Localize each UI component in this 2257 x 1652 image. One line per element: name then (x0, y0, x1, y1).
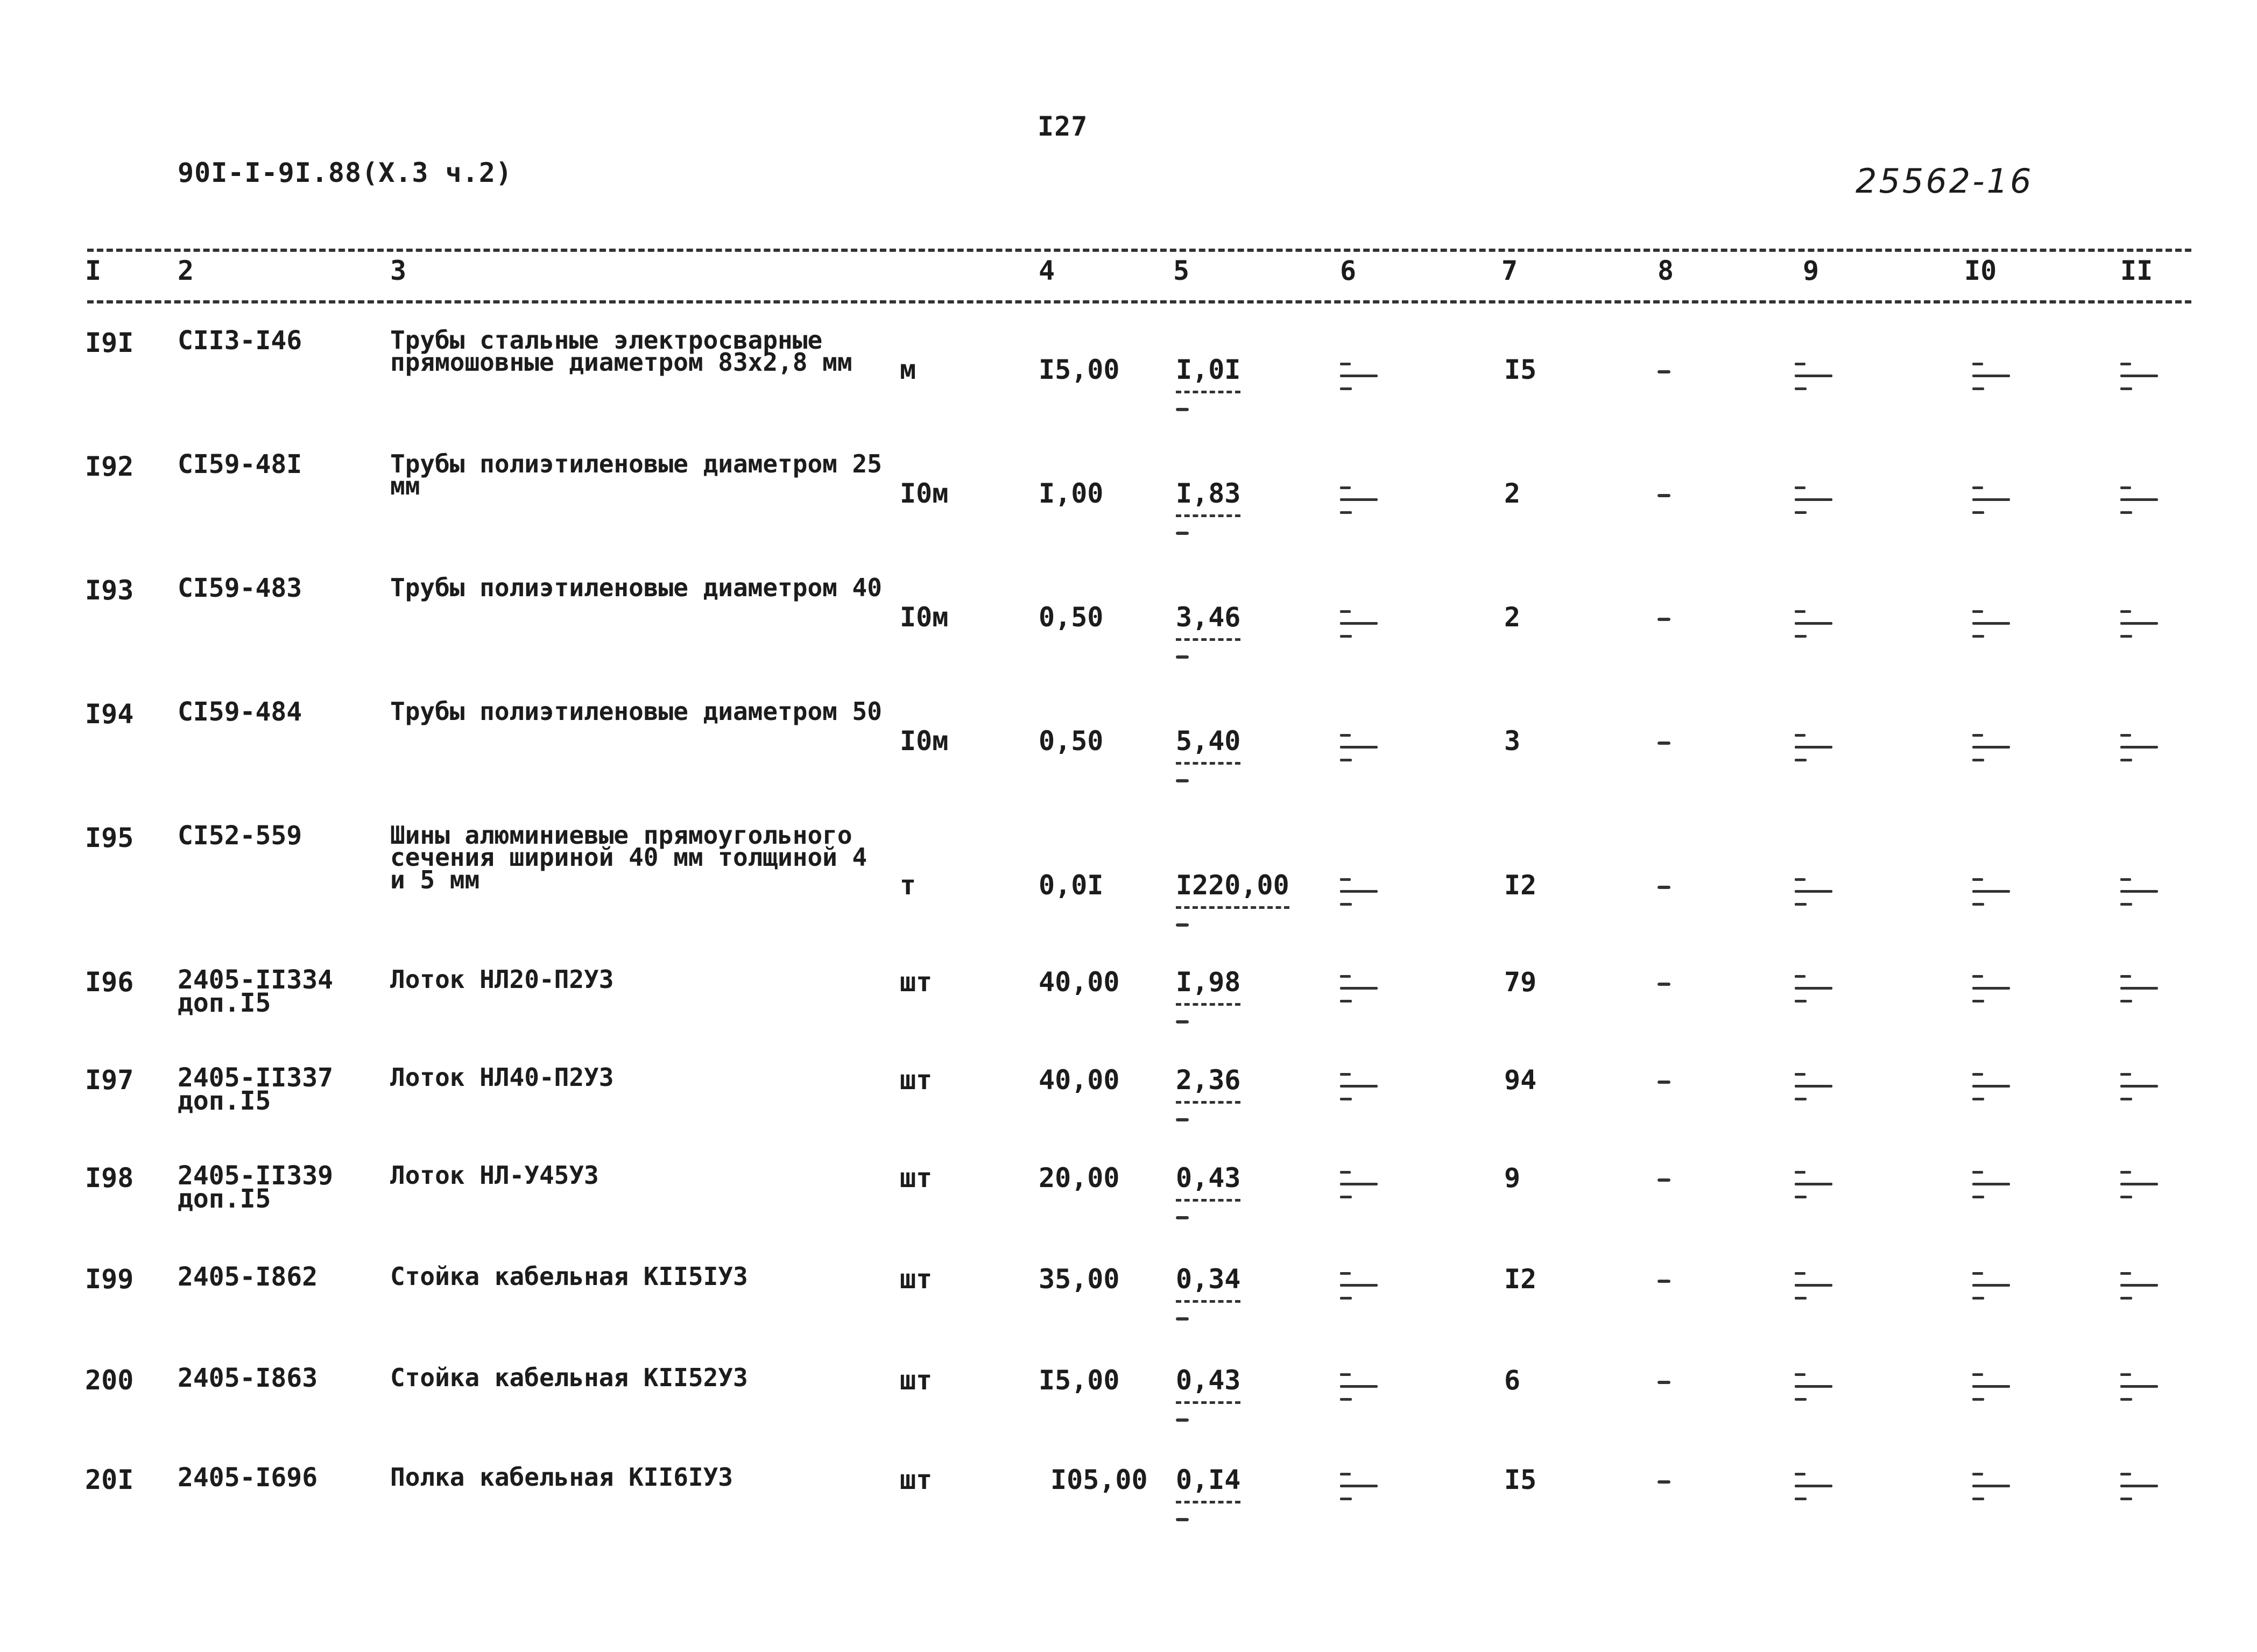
empty-mark-col9 (1795, 1073, 1832, 1111)
column-7-value: 79 (1504, 966, 1537, 998)
empty-mark-col9 (1795, 1373, 1832, 1411)
archive-number: 25562-16 (1856, 161, 2034, 201)
column-number-8: 8 (1658, 255, 1674, 286)
empty-mark-col8 (1658, 886, 1670, 889)
item-code: 2405-II339 доп.I5 (178, 1161, 333, 1215)
price-subline-mark (1176, 1020, 1189, 1023)
price-underline (1176, 1401, 1240, 1404)
quantity: 0,50 (1039, 602, 1104, 633)
unit-price: I,83 (1176, 480, 1240, 517)
column-7-value: I2 (1504, 870, 1537, 901)
price-underline (1176, 762, 1240, 765)
unit: I0м (900, 478, 949, 509)
price-underline (1176, 1300, 1240, 1303)
column-number-4: 4 (1039, 255, 1055, 286)
empty-mark-col11 (2120, 610, 2158, 648)
item-code: 2405-I696 (178, 1463, 318, 1493)
price-underline (1176, 514, 1240, 517)
unit-price: I,0I (1176, 356, 1240, 393)
column-number-11: II (2120, 255, 2153, 286)
price-subline-mark (1176, 1118, 1189, 1121)
unit-price: I220,00 (1176, 872, 1289, 909)
column-7-value: I5 (1504, 1464, 1537, 1495)
empty-mark-col8 (1658, 742, 1670, 745)
empty-mark-col8 (1658, 618, 1670, 621)
column-7-value: 3 (1504, 725, 1521, 757)
item-name: Лоток НЛ-У45УЗ (390, 1161, 599, 1190)
item-name: Лоток НЛ40-П2УЗ (390, 1063, 614, 1092)
page-number: I27 (1038, 111, 1088, 142)
item-name: Трубы стальные электросварные прямошовные диаметром 83х2,8 мм (390, 326, 852, 377)
item-name: Лоток НЛ20-П2УЗ (390, 965, 614, 994)
quantity: 0,50 (1039, 725, 1104, 757)
item-code: CI59-48I (178, 449, 302, 479)
row-number: I98 (85, 1162, 134, 1194)
price-subline-mark (1176, 1216, 1189, 1219)
quantity: I05,00 (1050, 1464, 1148, 1495)
row-number: I92 (85, 451, 134, 482)
empty-mark-col11 (2120, 975, 2158, 1013)
row-number: I94 (85, 698, 134, 730)
item-name: Трубы полиэтиленовые диаметром 25 мм (390, 449, 882, 501)
column-7-value: 9 (1504, 1162, 1521, 1194)
item-name: Стойка кабельная КII5IУЗ (390, 1262, 748, 1291)
column-7-value: I2 (1504, 1263, 1537, 1295)
empty-mark-col10 (1972, 878, 2010, 916)
empty-mark-col10 (1972, 1073, 2010, 1111)
price-subline-mark (1176, 1317, 1189, 1321)
unit-price: 5,40 (1176, 728, 1240, 765)
price-underline (1176, 906, 1289, 909)
empty-mark-col11 (2120, 1272, 2158, 1310)
empty-mark-col11 (2120, 734, 2158, 772)
quantity: 20,00 (1039, 1162, 1120, 1194)
unit: шт (900, 1064, 933, 1096)
item-code: 2405-I863 (178, 1363, 318, 1393)
price-subline-mark (1176, 408, 1189, 411)
unit: шт (900, 966, 933, 998)
empty-mark-col11 (2120, 363, 2158, 400)
column-number-5: 5 (1173, 255, 1190, 286)
empty-mark-col9 (1795, 363, 1832, 400)
empty-mark-col11 (2120, 1373, 2158, 1411)
quantity: 40,00 (1039, 1064, 1120, 1096)
empty-mark-col9 (1795, 610, 1832, 648)
quantity: I5,00 (1039, 354, 1120, 385)
empty-mark-col8 (1658, 1280, 1670, 1283)
empty-mark-col8 (1658, 370, 1670, 373)
item-code: 2405-II337 доп.I5 (178, 1063, 333, 1117)
price-subline-mark (1176, 1518, 1189, 1521)
empty-mark-col11 (2120, 1073, 2158, 1111)
item-code: CI59-483 (178, 573, 302, 603)
row-number: 200 (85, 1365, 134, 1396)
unit: шт (900, 1464, 933, 1495)
price-underline (1176, 1501, 1240, 1503)
empty-mark-col8 (1658, 1381, 1670, 1384)
empty-mark-col8 (1658, 1081, 1670, 1084)
empty-mark-col9 (1795, 975, 1832, 1013)
unit: м (900, 354, 916, 385)
empty-mark-col6 (1340, 1073, 1378, 1111)
price-subline-mark (1176, 779, 1189, 782)
item-name: Трубы полиэтиленовые диаметром 40 (390, 573, 882, 602)
empty-mark-col6 (1340, 363, 1378, 400)
column-7-value: I5 (1504, 354, 1537, 385)
item-code: CI52-559 (178, 821, 302, 851)
column-number-1: I (85, 255, 102, 286)
empty-mark-col11 (2120, 878, 2158, 916)
empty-mark-col9 (1795, 486, 1832, 524)
column-number-2: 2 (178, 255, 194, 286)
price-underline (1176, 1101, 1240, 1104)
empty-mark-col6 (1340, 734, 1378, 772)
unit-price: 0,I4 (1176, 1466, 1240, 1503)
price-subline-mark (1176, 532, 1189, 535)
quantity: 35,00 (1039, 1263, 1120, 1295)
item-name: Шины алюминиевые прямоугольного сечения шириной 40 мм толщиной 4 и 5 мм (390, 821, 867, 894)
item-code: 2405-I862 (178, 1262, 318, 1292)
empty-mark-col6 (1340, 878, 1378, 916)
price-underline (1176, 1199, 1240, 1202)
column-number-3: 3 (390, 255, 407, 286)
price-underline (1176, 1003, 1240, 1006)
column-number-9: 9 (1803, 255, 1819, 286)
item-name: Полка кабельная КII6IУЗ (390, 1463, 733, 1492)
empty-mark-col11 (2120, 1171, 2158, 1209)
empty-mark-col10 (1972, 1171, 2010, 1209)
item-code: 2405-II334 доп.I5 (178, 965, 333, 1019)
empty-mark-col8 (1658, 1480, 1670, 1484)
item-code: CII3-I46 (178, 326, 302, 356)
quantity: I5,00 (1039, 1365, 1120, 1396)
column-7-value: 2 (1504, 602, 1521, 633)
item-code: CI59-484 (178, 697, 302, 727)
price-subline-mark (1176, 1418, 1189, 1422)
quantity: I,00 (1039, 478, 1104, 509)
row-number: I96 (85, 966, 134, 998)
price-subline-mark (1176, 923, 1189, 927)
row-number: I95 (85, 822, 134, 853)
document-code: 90I-I-9I.88(Х.3 ч.2) (178, 157, 513, 188)
quantity: 0,0I (1039, 870, 1104, 901)
unit: I0м (900, 725, 949, 757)
empty-mark-col10 (1972, 610, 2010, 648)
empty-mark-col10 (1972, 1272, 2010, 1310)
unit-price: 2,36 (1176, 1067, 1240, 1104)
empty-mark-col6 (1340, 1272, 1378, 1310)
empty-mark-col10 (1972, 975, 2010, 1013)
unit: I0м (900, 602, 949, 633)
empty-mark-col10 (1972, 1473, 2010, 1510)
column-7-value: 94 (1504, 1064, 1537, 1096)
empty-mark-col11 (2120, 1473, 2158, 1510)
quantity: 40,00 (1039, 966, 1120, 998)
unit-price: 0,34 (1176, 1266, 1240, 1303)
unit: шт (900, 1365, 933, 1396)
empty-mark-col9 (1795, 878, 1832, 916)
unit: т (900, 870, 916, 901)
empty-mark-col11 (2120, 486, 2158, 524)
unit: шт (900, 1162, 933, 1194)
row-number: I99 (85, 1263, 134, 1295)
empty-mark-col6 (1340, 486, 1378, 524)
price-underline (1176, 638, 1240, 641)
price-underline (1176, 391, 1240, 393)
unit-price: 3,46 (1176, 604, 1240, 641)
empty-mark-col8 (1658, 1178, 1670, 1182)
item-name: Трубы полиэтиленовые диаметром 50 (390, 697, 882, 726)
unit-price: I,98 (1176, 969, 1240, 1006)
item-name: Стойка кабельная КII52УЗ (390, 1363, 748, 1392)
empty-mark-col9 (1795, 1171, 1832, 1209)
empty-mark-col10 (1972, 363, 2010, 400)
empty-mark-col6 (1340, 1473, 1378, 1510)
unit: шт (900, 1263, 933, 1295)
empty-mark-col8 (1658, 494, 1670, 497)
empty-mark-col10 (1972, 1373, 2010, 1411)
column-number-6: 6 (1340, 255, 1357, 286)
column-7-value: 2 (1504, 478, 1521, 509)
empty-mark-col10 (1972, 734, 2010, 772)
empty-mark-col10 (1972, 486, 2010, 524)
row-number: I9I (85, 327, 134, 358)
column-7-value: 6 (1504, 1365, 1521, 1396)
column-number-10: I0 (1964, 255, 1997, 286)
unit-price: 0,43 (1176, 1367, 1240, 1404)
row-number: 20I (85, 1464, 134, 1495)
row-number: I97 (85, 1064, 134, 1096)
empty-mark-col6 (1340, 975, 1378, 1013)
price-subline-mark (1176, 655, 1189, 659)
empty-mark-col9 (1795, 734, 1832, 772)
column-number-7: 7 (1501, 255, 1518, 286)
header-top-rule (87, 249, 2191, 252)
empty-mark-col9 (1795, 1473, 1832, 1510)
empty-mark-col8 (1658, 983, 1670, 986)
empty-mark-col9 (1795, 1272, 1832, 1310)
empty-mark-col6 (1340, 1373, 1378, 1411)
unit-price: 0,43 (1176, 1164, 1240, 1202)
empty-mark-col6 (1340, 610, 1378, 648)
row-number: I93 (85, 575, 134, 606)
header-bottom-rule (87, 300, 2191, 303)
empty-mark-col6 (1340, 1171, 1378, 1209)
